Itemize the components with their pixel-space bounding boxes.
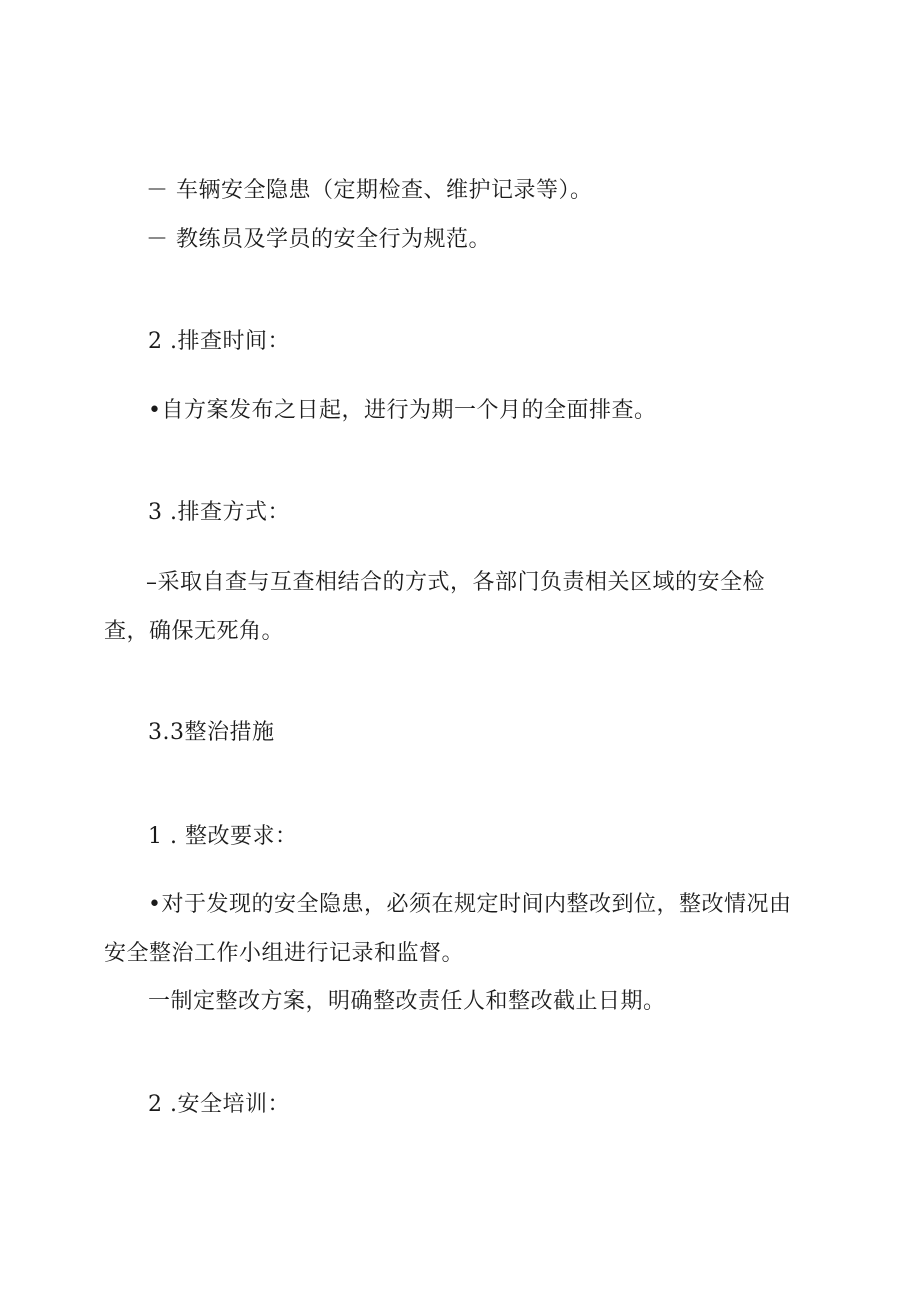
bullet-vehicle-hazards: － 车辆安全隐患（定期检查、维护记录等）。 — [146, 178, 593, 203]
bullet-rectification-plan: 一制定整改方案，明确整改责任人和整改截止日期。 — [148, 989, 666, 1014]
heading-rectification-requirements: 1 . 整改要求： — [148, 824, 298, 849]
heading-safety-training: 2 .安全培训： — [148, 1092, 290, 1117]
bullet-method-line-1: –采取自查与互查相结合的方式，各部门负责相关区域的安全检 — [146, 570, 766, 595]
heading-inspection-time: 2 .排查时间： — [148, 329, 290, 354]
heading-inspection-method: 3 .排查方式： — [148, 500, 290, 525]
bullet-behavior-norms: － 教练员及学员的安全行为规范。 — [146, 227, 491, 252]
section-title-remediation: 3.3整治措施 — [148, 720, 275, 745]
bullet-rectification-line-1: •对于发现的安全隐患，必须在规定时间内整改到位，整改情况由 — [148, 892, 792, 917]
bullet-inspection-period: •自方案发布之日起，进行为期一个月的全面排查。 — [148, 398, 657, 423]
bullet-method-line-2: 查，确保无死角。 — [104, 619, 285, 644]
bullet-rectification-line-2: 安全整治工作小组进行记录和监督。 — [104, 941, 465, 966]
